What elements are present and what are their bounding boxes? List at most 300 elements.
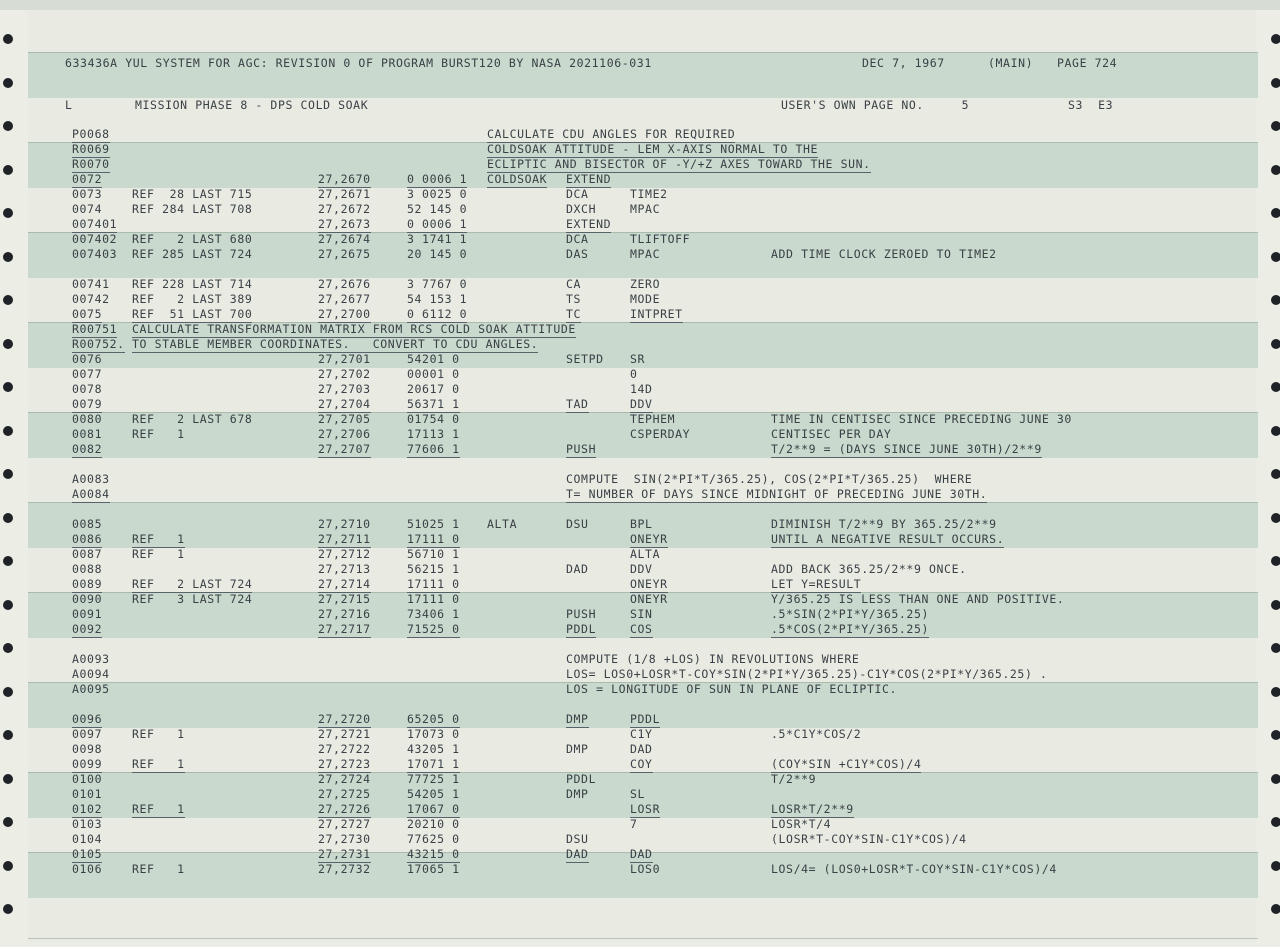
- listing-line: [62, 637, 1252, 652]
- reference: REF 2 LAST 389: [132, 292, 253, 306]
- address: 27,2702: [318, 367, 371, 381]
- octal-word: 43215 0: [407, 847, 460, 861]
- listing-line: [62, 187, 1252, 202]
- listing-line: [62, 382, 1252, 397]
- user-page-number: USER'S OWN PAGE NO. 5: [781, 98, 970, 112]
- octal-word: 54 153 1: [407, 292, 468, 306]
- opcode: DMP: [566, 787, 589, 801]
- line-number: 0077: [72, 367, 103, 381]
- line-number: 0101: [72, 787, 103, 801]
- address: 27,2676: [318, 277, 371, 291]
- octal-word: 71525 0: [407, 622, 460, 636]
- octal-word: 17073 0: [407, 727, 460, 741]
- feed-hole-icon: [3, 339, 13, 349]
- octal-word: 17111 0: [407, 592, 460, 606]
- line-number: 0074: [72, 202, 103, 216]
- line-number: 0085: [72, 517, 103, 531]
- operand: MPAC: [630, 247, 661, 261]
- operand: LOS0: [630, 862, 661, 876]
- line-number: A0093: [72, 652, 110, 666]
- address: 27,2706: [318, 427, 371, 441]
- operand: DAD: [630, 847, 653, 861]
- feed-hole-icon: [1271, 208, 1280, 218]
- feed-hole-icon: [1271, 513, 1280, 523]
- comment: Y/365.25 IS LESS THAN ONE AND POSITIVE.: [771, 592, 1065, 606]
- listing-line: [62, 727, 1252, 742]
- address: 27,2717: [318, 622, 371, 636]
- comment: TIME IN CENTISEC SINCE PRECEDING JUNE 30: [771, 412, 1072, 426]
- listing-line: [62, 622, 1252, 637]
- line-number: 0091: [72, 607, 103, 621]
- operand: MODE: [630, 292, 661, 306]
- listing-line: [62, 652, 1252, 667]
- line-number: 0080: [72, 412, 103, 426]
- section-label: (MAIN): [988, 56, 1034, 70]
- reference: REF 2 LAST 680: [132, 232, 253, 246]
- opcode: DMP: [566, 742, 589, 756]
- opcode: DSU: [566, 832, 589, 846]
- feed-hole-icon: [3, 34, 13, 44]
- reference: CALCULATE TRANSFORMATION MATRIX FROM RCS COLD SOAK ATTITUDE: [132, 322, 576, 336]
- address: 27,2721: [318, 727, 371, 741]
- octal-word: 3 0025 0: [407, 187, 468, 201]
- opcode: DMP: [566, 712, 589, 726]
- listing-line: [62, 262, 1252, 277]
- listing-line: [62, 712, 1252, 727]
- listing-line: [62, 502, 1252, 517]
- octal-word: 3 7767 0: [407, 277, 468, 291]
- listing-line: [62, 217, 1252, 232]
- opcode: COMPUTE (1/8 +LOS) IN REVOLUTIONS WHERE: [566, 652, 860, 666]
- address: 27,2724: [318, 772, 371, 786]
- line-number: 0096: [72, 712, 103, 726]
- listing-line: [62, 517, 1252, 532]
- reference: REF 1: [132, 547, 185, 561]
- comment: (COY*SIN +C1Y*COS)/4: [771, 757, 922, 771]
- feed-hole-icon: [3, 774, 13, 784]
- listing-line: [62, 337, 1252, 352]
- opcode: PUSH: [566, 442, 597, 456]
- operand: SL: [630, 787, 646, 801]
- octal-word: 20 145 0: [407, 247, 468, 261]
- reference: REF 285 LAST 724: [132, 247, 253, 261]
- operand: DDV: [630, 562, 653, 576]
- listing-line: [62, 397, 1252, 412]
- opcode: COMPUTE SIN(2*PI*T/365.25), COS(2*PI*T/365.25) WHERE: [566, 472, 973, 486]
- label: COLDSOAK ATTITUDE - LEM X-AXIS NORMAL TO THE: [487, 142, 819, 156]
- comment: UNTIL A NEGATIVE RESULT OCCURS.: [771, 532, 1005, 546]
- feed-hole-icon: [1271, 861, 1280, 871]
- line-number: R0070: [72, 157, 110, 171]
- operand: LOSR: [630, 802, 661, 816]
- label: CALCULATE CDU ANGLES FOR REQUIRED: [487, 127, 736, 141]
- line-number: 0075: [72, 307, 103, 321]
- feed-hole-icon: [1271, 774, 1280, 784]
- address: 27,2671: [318, 187, 371, 201]
- octal-word: 77725 1: [407, 772, 460, 786]
- opcode: DCA: [566, 232, 589, 246]
- feed-hole-icon: [3, 600, 13, 610]
- octal-word: 0 0006 1: [407, 217, 468, 231]
- line-number: 0092: [72, 622, 103, 636]
- address: 27,2701: [318, 352, 371, 366]
- octal-word: 17111 0: [407, 577, 460, 591]
- opcode: SETPD: [566, 352, 604, 366]
- address: 27,2673: [318, 217, 371, 231]
- octal-word: 20210 0: [407, 817, 460, 831]
- feed-hole-icon: [3, 904, 13, 914]
- feed-hole-icon: [1271, 469, 1280, 479]
- operand: SR: [630, 352, 646, 366]
- octal-word: 17113 1: [407, 427, 460, 441]
- listing-line: [62, 157, 1252, 172]
- operand: TLIFTOFF: [630, 232, 691, 246]
- listing-line: [62, 757, 1252, 772]
- comment: ADD BACK 365.25/2**9 ONCE.: [771, 562, 967, 576]
- line-number: 0098: [72, 742, 103, 756]
- line-number: P0068: [72, 127, 110, 141]
- listing-line: [62, 562, 1252, 577]
- sheet-reference: S3 E3: [1068, 98, 1114, 112]
- feed-hole-icon: [1271, 426, 1280, 436]
- comment: T/2**9: [771, 772, 817, 786]
- line-number: 0072: [72, 172, 103, 186]
- feed-hole-icon: [1271, 687, 1280, 697]
- octal-word: 17111 0: [407, 532, 460, 546]
- comment: T/2**9 = (DAYS SINCE JUNE 30TH)/2**9: [771, 442, 1042, 456]
- feed-hole-icon: [1271, 730, 1280, 740]
- line-number: 0073: [72, 187, 103, 201]
- listing-line: [62, 412, 1252, 427]
- opcode: EXTEND: [566, 172, 612, 186]
- listing-line: [62, 607, 1252, 622]
- feed-hole-icon: [3, 295, 13, 305]
- feed-hole-icon: [3, 513, 13, 523]
- comment: (LOSR*T-COY*SIN-C1Y*COS)/4: [771, 832, 967, 846]
- reference: REF 1: [132, 862, 185, 876]
- opcode: CA: [566, 277, 582, 291]
- line-number: 0102: [72, 802, 103, 816]
- address: 27,2716: [318, 607, 371, 621]
- octal-word: 17067 0: [407, 802, 460, 816]
- octal-word: 52 145 0: [407, 202, 468, 216]
- line-number: 0099: [72, 757, 103, 771]
- operand: COS: [630, 622, 653, 636]
- line-number: 0090: [72, 592, 103, 606]
- listing-line: [62, 142, 1252, 157]
- listing-line: [62, 667, 1252, 682]
- feed-hole-icon: [1271, 817, 1280, 827]
- octal-word: 77606 1: [407, 442, 460, 456]
- listing-line: [62, 442, 1252, 457]
- operand: MPAC: [630, 202, 661, 216]
- address: 27,2732: [318, 862, 371, 876]
- opcode: TAD: [566, 397, 589, 411]
- operand: COY: [630, 757, 653, 771]
- feed-hole-icon: [3, 382, 13, 392]
- reference: REF 1: [132, 427, 185, 441]
- address: 27,2677: [318, 292, 371, 306]
- paper-top-edge: [0, 0, 1280, 10]
- opcode: PDDL: [566, 772, 597, 786]
- reference: REF 28 LAST 715: [132, 187, 253, 201]
- listing-line: [62, 232, 1252, 247]
- listing-line: [62, 127, 1252, 142]
- address: 27,2726: [318, 802, 371, 816]
- feed-hole-icon: [3, 78, 13, 88]
- opcode: DSU: [566, 517, 589, 531]
- address: 27,2707: [318, 442, 371, 456]
- comment: LOSR*T/2**9: [771, 802, 854, 816]
- line-number: 0081: [72, 427, 103, 441]
- feed-hole-icon: [3, 556, 13, 566]
- page-subheader: [65, 98, 1255, 113]
- listing-line: [62, 787, 1252, 802]
- opcode: T= NUMBER OF DAYS SINCE MIDNIGHT OF PRECEDING JUNE 30TH.: [566, 487, 988, 501]
- octal-word: 73406 1: [407, 607, 460, 621]
- feed-hole-icon: [3, 121, 13, 131]
- line-number: 0097: [72, 727, 103, 741]
- octal-word: 65205 0: [407, 712, 460, 726]
- line-number: 0105: [72, 847, 103, 861]
- address: 27,2711: [318, 532, 371, 546]
- line-number: 0086: [72, 532, 103, 546]
- listing-line: [62, 817, 1252, 832]
- operand: ALTA: [630, 547, 661, 561]
- octal-word: 0 6112 0: [407, 307, 468, 321]
- listing-line: [62, 322, 1252, 337]
- octal-word: 56371 1: [407, 397, 460, 411]
- line-number: 0103: [72, 817, 103, 831]
- listing-line: [62, 847, 1252, 862]
- listing-line: [62, 832, 1252, 847]
- opcode: DAD: [566, 562, 589, 576]
- listing-line: [62, 472, 1252, 487]
- listing-line: [62, 682, 1252, 697]
- line-number: A0094: [72, 667, 110, 681]
- comment: .5*SIN(2*PI*Y/365.25): [771, 607, 929, 621]
- octal-word: 20617 0: [407, 382, 460, 396]
- operand: 7: [630, 817, 638, 831]
- address: 27,2715: [318, 592, 371, 606]
- listing-type: L: [65, 98, 73, 112]
- listing-line: [62, 547, 1252, 562]
- feed-hole-icon: [3, 426, 13, 436]
- listing-line: [62, 592, 1252, 607]
- reference: REF 3 LAST 724: [132, 592, 253, 606]
- operand: ONEYR: [630, 577, 668, 591]
- reference: REF 2 LAST 678: [132, 412, 253, 426]
- program-title: 633436A YUL SYSTEM FOR AGC: REVISION 0 OF PROGRAM BURST120 BY NASA 2021106-031: [65, 56, 652, 70]
- listing-line: [62, 697, 1252, 712]
- octal-word: 0 0006 1: [407, 172, 468, 186]
- listing-line: [62, 307, 1252, 322]
- opcode: TC: [566, 307, 582, 321]
- reference: TO STABLE MEMBER COORDINATES. CONVERT TO CDU ANGLES.: [132, 337, 539, 351]
- line-number: 00741: [72, 277, 110, 291]
- octal-word: 56215 1: [407, 562, 460, 576]
- address: 27,2725: [318, 787, 371, 801]
- line-number: 007401: [72, 217, 118, 231]
- feed-hole-icon: [3, 252, 13, 262]
- opcode: PUSH: [566, 607, 597, 621]
- address: 27,2723: [318, 757, 371, 771]
- line-number: R0069: [72, 142, 110, 156]
- line-number: 0087: [72, 547, 103, 561]
- operand: ONEYR: [630, 592, 668, 606]
- listing-line: [62, 862, 1252, 877]
- listing-line: [62, 742, 1252, 757]
- octal-word: 54201 0: [407, 352, 460, 366]
- operand: 14D: [630, 382, 653, 396]
- operand: BPL: [630, 517, 653, 531]
- feed-hole-icon: [1271, 600, 1280, 610]
- listing-line: [62, 247, 1252, 262]
- label: ALTA: [487, 517, 518, 531]
- octal-word: 43205 1: [407, 742, 460, 756]
- line-number: A0095: [72, 682, 110, 696]
- octal-word: 01754 0: [407, 412, 460, 426]
- listing-line: [62, 577, 1252, 592]
- octal-word: 17071 1: [407, 757, 460, 771]
- comment: ADD TIME CLOCK ZEROED TO TIME2: [771, 247, 997, 261]
- feed-hole-icon: [3, 730, 13, 740]
- page-number: PAGE 724: [1057, 56, 1118, 70]
- feed-hole-icon: [1271, 165, 1280, 175]
- feed-hole-icon: [1271, 252, 1280, 262]
- line-number: A0083: [72, 472, 110, 486]
- opcode: LOS= LOS0+LOSR*T-COY*SIN(2*PI*Y/365.25)-C1Y*COS(2*PI*Y/365.25) .: [566, 667, 1048, 681]
- listing-line: [62, 277, 1252, 292]
- feed-hole-icon: [3, 687, 13, 697]
- opcode: DAD: [566, 847, 589, 861]
- label: ECLIPTIC AND BISECTOR OF -Y/+Z AXES TOWARD THE SUN.: [487, 157, 871, 171]
- address: 27,2705: [318, 412, 371, 426]
- address: 27,2670: [318, 172, 371, 186]
- comment: .5*C1Y*COS/2: [771, 727, 862, 741]
- comment: CENTISEC PER DAY: [771, 427, 892, 441]
- operand: CSPERDAY: [630, 427, 691, 441]
- operand: SIN: [630, 607, 653, 621]
- operand: C1Y: [630, 727, 653, 741]
- address: 27,2730: [318, 832, 371, 846]
- operand: DDV: [630, 397, 653, 411]
- feed-hole-icon: [3, 817, 13, 827]
- operand: PDDL: [630, 712, 661, 726]
- listing-line: [62, 202, 1252, 217]
- operand: DAD: [630, 742, 653, 756]
- line-number: 0104: [72, 832, 103, 846]
- address: 27,2703: [318, 382, 371, 396]
- line-number: 00742: [72, 292, 110, 306]
- feed-hole-icon: [1271, 904, 1280, 914]
- comment: DIMINISH T/2**9 BY 365.25/2**9: [771, 517, 997, 531]
- feed-hole-icon: [1271, 78, 1280, 88]
- listing-line: [62, 772, 1252, 787]
- opcode: DXCH: [566, 202, 597, 216]
- address: 27,2710: [318, 517, 371, 531]
- octal-word: 77625 0: [407, 832, 460, 846]
- feed-hole-icon: [1271, 556, 1280, 566]
- opcode: TS: [566, 292, 582, 306]
- listing-line: [62, 292, 1252, 307]
- operand: ONEYR: [630, 532, 668, 546]
- print-date: DEC 7, 1967: [862, 56, 945, 70]
- octal-word: 56710 1: [407, 547, 460, 561]
- address: 27,2674: [318, 232, 371, 246]
- opcode: DAS: [566, 247, 589, 261]
- address: 27,2704: [318, 397, 371, 411]
- feed-hole-icon: [3, 165, 13, 175]
- bottom-rule: [28, 938, 1258, 939]
- octal-word: 00001 0: [407, 367, 460, 381]
- comment: LOSR*T/4: [771, 817, 832, 831]
- opcode: DCA: [566, 187, 589, 201]
- listing-line: [62, 367, 1252, 382]
- line-number: 007403: [72, 247, 118, 261]
- line-number: 0076: [72, 352, 103, 366]
- feed-hole-icon: [1271, 339, 1280, 349]
- feed-hole-icon: [1271, 295, 1280, 305]
- line-number: 0088: [72, 562, 103, 576]
- page-header: [65, 56, 1255, 71]
- listing-line: [62, 352, 1252, 367]
- address: 27,2713: [318, 562, 371, 576]
- address: 27,2714: [318, 577, 371, 591]
- opcode: LOS = LONGITUDE OF SUN IN PLANE OF ECLIPTIC.: [566, 682, 898, 696]
- mission-phase: MISSION PHASE 8 - DPS COLD SOAK: [135, 98, 369, 112]
- listing-line: [62, 457, 1252, 472]
- operand: 0: [630, 367, 638, 381]
- line-number: 007402: [72, 232, 118, 246]
- opcode: PDDL: [566, 622, 597, 636]
- line-number: A0084: [72, 487, 110, 501]
- line-number: 0089: [72, 577, 103, 591]
- reference: REF 228 LAST 714: [132, 277, 253, 291]
- octal-word: 54205 1: [407, 787, 460, 801]
- reference: REF 1: [132, 802, 185, 816]
- reference: REF 1: [132, 532, 185, 546]
- line-number: R00751: [72, 322, 118, 336]
- octal-word: 3 1741 1: [407, 232, 468, 246]
- line-number: 0079: [72, 397, 103, 411]
- address: 27,2731: [318, 847, 371, 861]
- listing-line: [62, 487, 1252, 502]
- address: 27,2700: [318, 307, 371, 321]
- reference: REF 1: [132, 727, 185, 741]
- line-number: R00752.: [72, 337, 125, 351]
- line-number: 0106: [72, 862, 103, 876]
- line-number: 0082: [72, 442, 103, 456]
- comment: LET Y=RESULT: [771, 577, 862, 591]
- feed-hole-icon: [1271, 643, 1280, 653]
- listing-line: [62, 427, 1252, 442]
- listing-line: [62, 532, 1252, 547]
- reference: REF 51 LAST 700: [132, 307, 253, 321]
- address: 27,2712: [318, 547, 371, 561]
- listing-line: [62, 802, 1252, 817]
- operand: TIME2: [630, 187, 668, 201]
- feed-hole-icon: [1271, 382, 1280, 392]
- reference: REF 1: [132, 757, 185, 771]
- comment: LOS/4= (LOS0+LOSR*T-COY*SIN-C1Y*COS)/4: [771, 862, 1057, 876]
- feed-hole-icon: [3, 208, 13, 218]
- opcode: EXTEND: [566, 217, 612, 231]
- address: 27,2722: [318, 742, 371, 756]
- address: 27,2672: [318, 202, 371, 216]
- feed-hole-icon: [3, 643, 13, 653]
- feed-hole-icon: [1271, 121, 1280, 131]
